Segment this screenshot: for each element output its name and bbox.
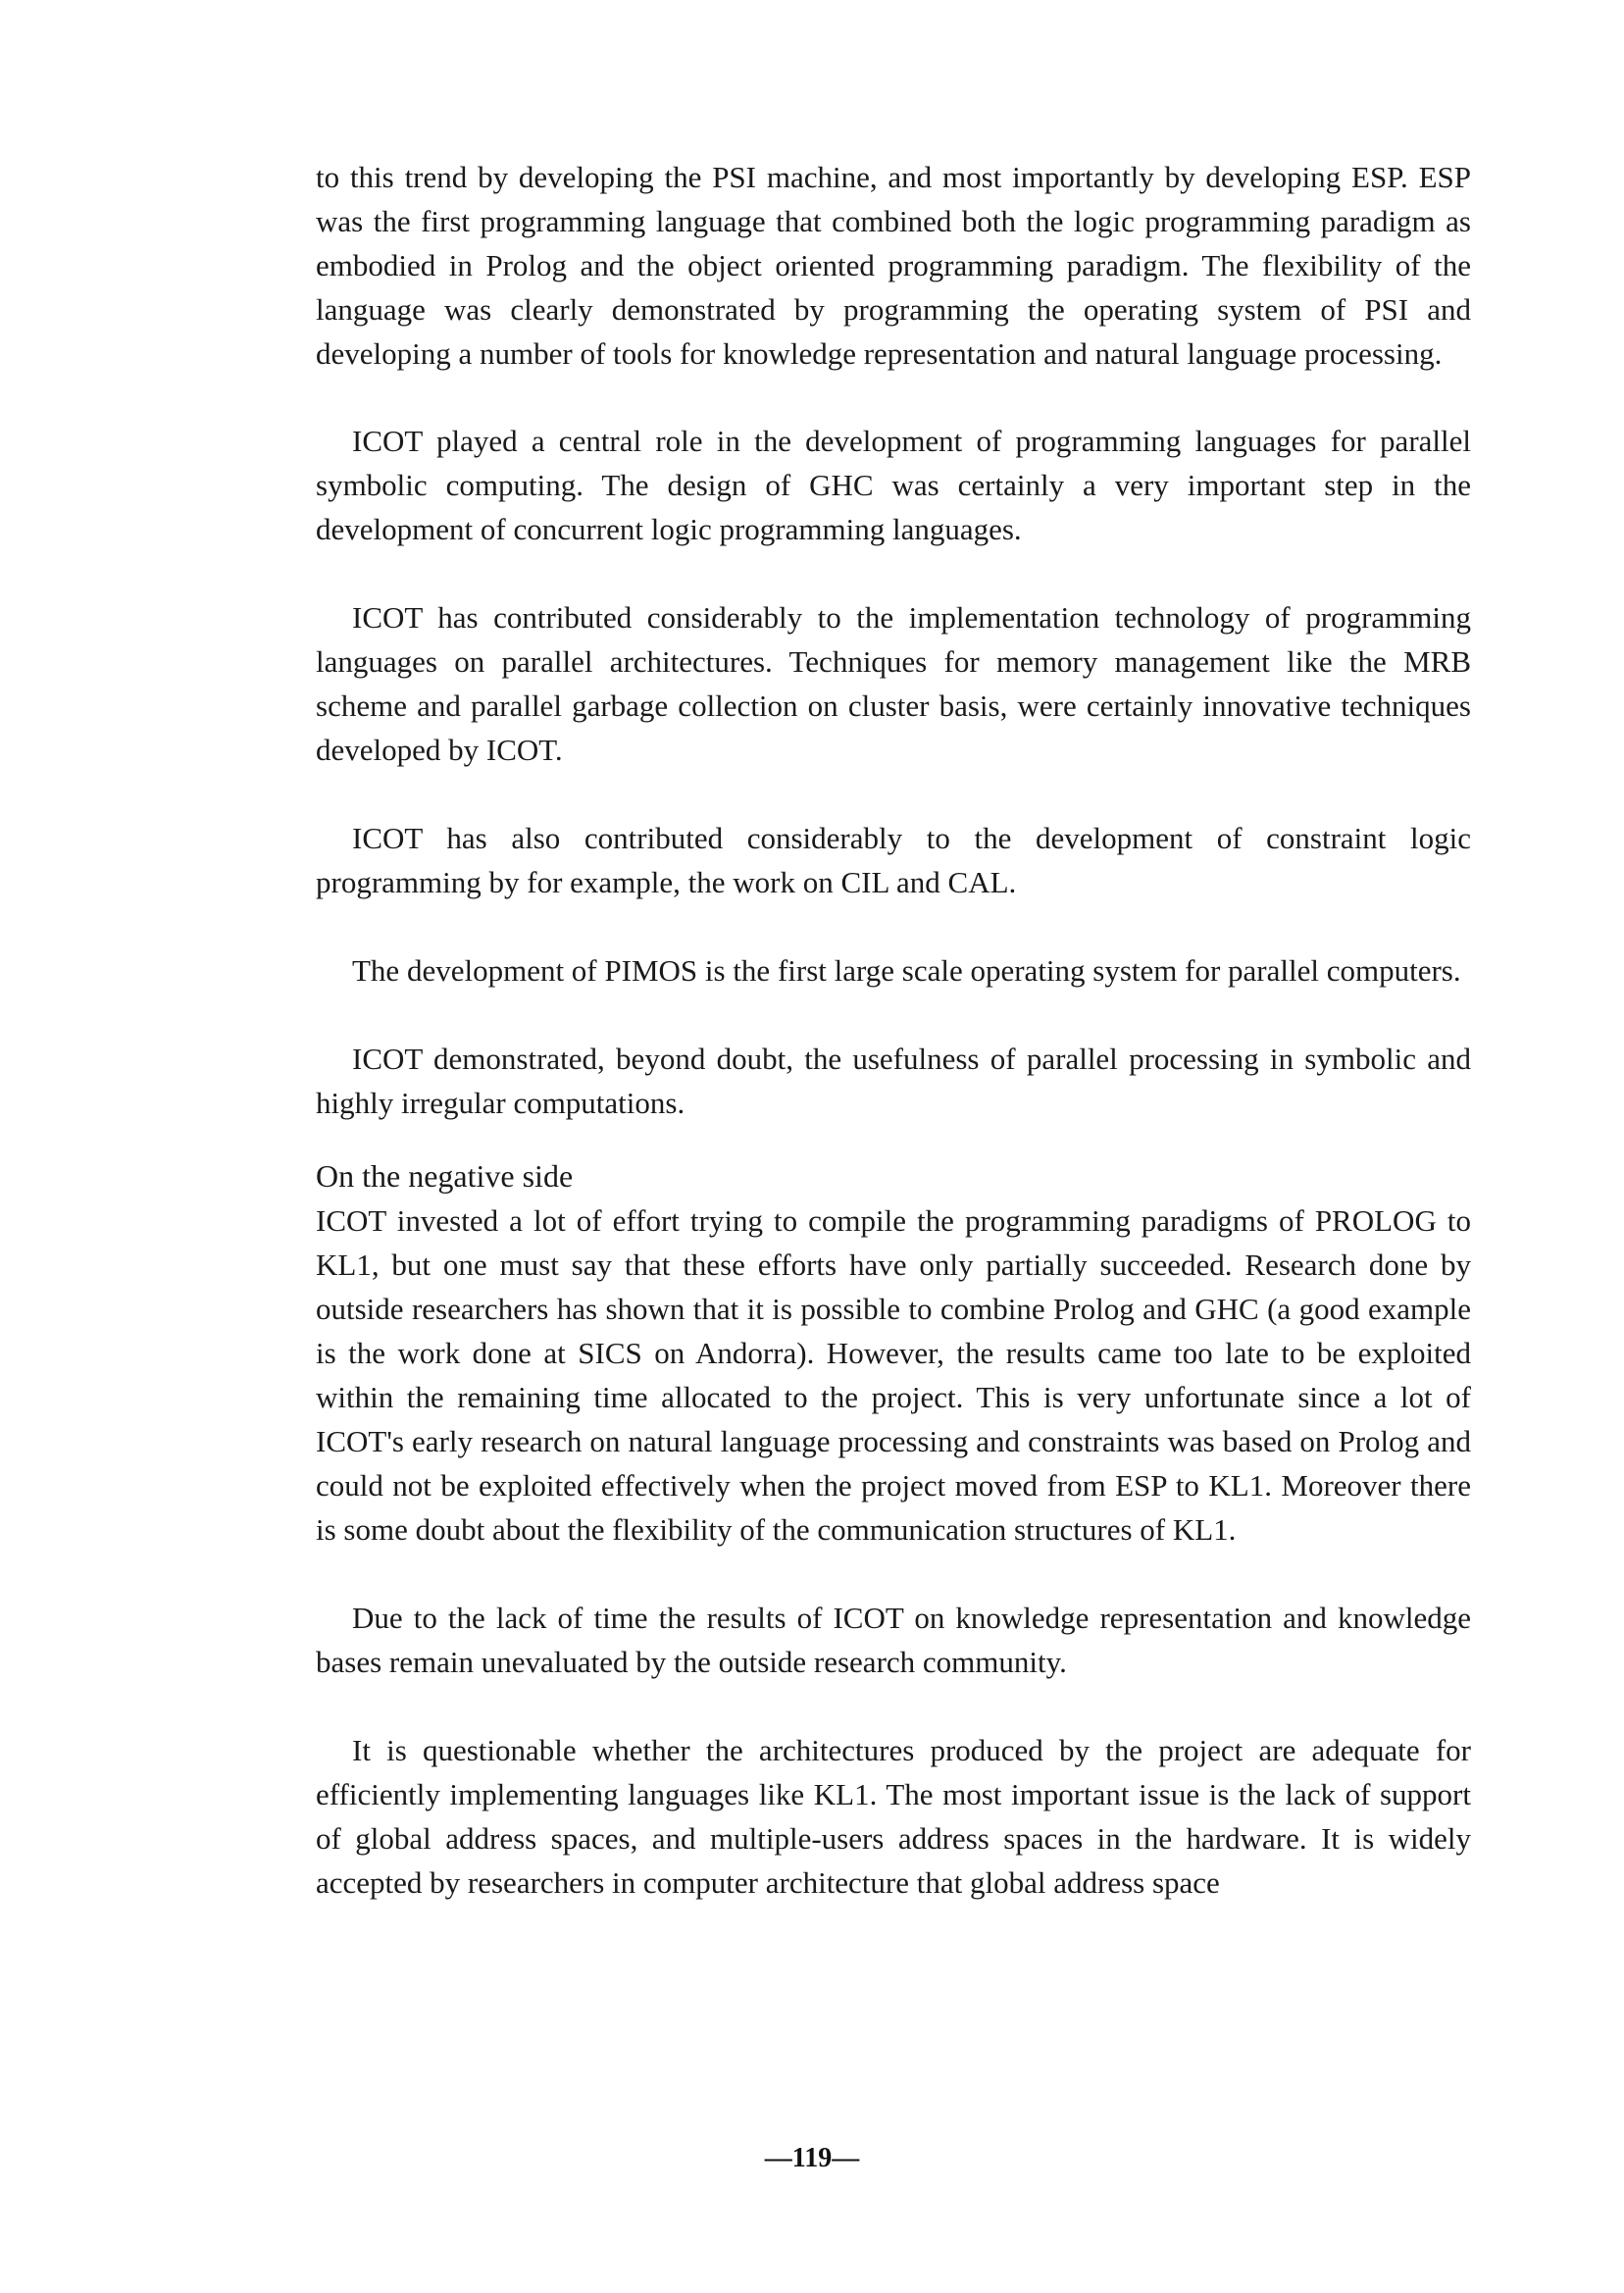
page-number: —119— [764, 2143, 860, 2173]
paragraph-text: The development of PIMOS is the first large scale operating system for parallel computers. [352, 953, 1461, 988]
paragraph-text: ICOT played a central role in the development of programming languages for parallel symbolic computing. The design of GHC was certainly a very important step in the development of concurrent logic programming languages. [316, 424, 1471, 546]
paragraph-text: ICOT has also contributed considerably to the development of constraint logic programming by for example, the work on CIL and CAL. [316, 821, 1471, 899]
paragraph-pimos [316, 948, 1471, 993]
paragraph-text: Due to the lack of time the results of ICOT on knowledge representation and knowledge bases remain unevaluated by the outside research community. [316, 1601, 1471, 1679]
paragraph-parallel-languages [316, 419, 1471, 551]
paragraph-knowledge-representation [316, 1596, 1471, 1684]
paragraph-text: It is questionable whether the architectures produced by the project are adequate for efficiently implementing languages like KL1. The most important issue is the lack of support of global address spaces, and multiple-users address spaces in the hardware. It is widely accepted by researchers in computer architecture that global address space [316, 1733, 1471, 1900]
paragraph-text: ICOT has contributed considerably to the implementation technology of programming languages on parallel architectures. Techniques for memory management like the MRB scheme and parallel garbage collection on cluster basis, were certainly innovative techniques developed by ICOT. [316, 600, 1471, 767]
paragraph-prolog-kl1 [316, 1198, 1471, 1552]
document-page [316, 155, 1471, 1949]
paragraph-parallel-processing [316, 1037, 1471, 1125]
section-heading [316, 1154, 1471, 1198]
section-heading-text: On the negative side [316, 1158, 574, 1194]
paragraph-architectures [316, 1728, 1471, 1905]
paragraph-text: ICOT invested a lot of effort trying to compile the programming paradigms of PROLOG to KL1, but one must say that these efforts have only partially succeeded. Research done by outside researchers has shown that it is possible to combine Prolog and GHC (a good example is the work done at SICS on Andorra). However, the results came too late to be exploited within the remaining time allocated to the project. This is very unfortunate since a lot of ICOT's early research on natural language processing and constraints was based on Prolog and could not be exploited effectively when the project moved from ESP to KL1. Moreover there is some doubt about the flexibility of the communication structures of KL1. [316, 1203, 1471, 1547]
paragraph-esp: to this trend by developing the PSI machine, and most importantly by developing ESP. ESP was the first programming language that combined both the logic programming paradigm as embodied in Prolog and the object oriented programming paradigm. The flexibility of the language was clearly demonstrated by programming the operating system of PSI and developing a number of tools for knowledge representation and natural language processing. [316, 160, 1471, 371]
paragraph-implementation-technology [316, 595, 1471, 772]
paragraph-text: ICOT demonstrated, beyond doubt, the usefulness of parallel processing in symbolic and highly irregular computations. [316, 1042, 1471, 1120]
paragraph-constraint-logic [316, 816, 1471, 904]
